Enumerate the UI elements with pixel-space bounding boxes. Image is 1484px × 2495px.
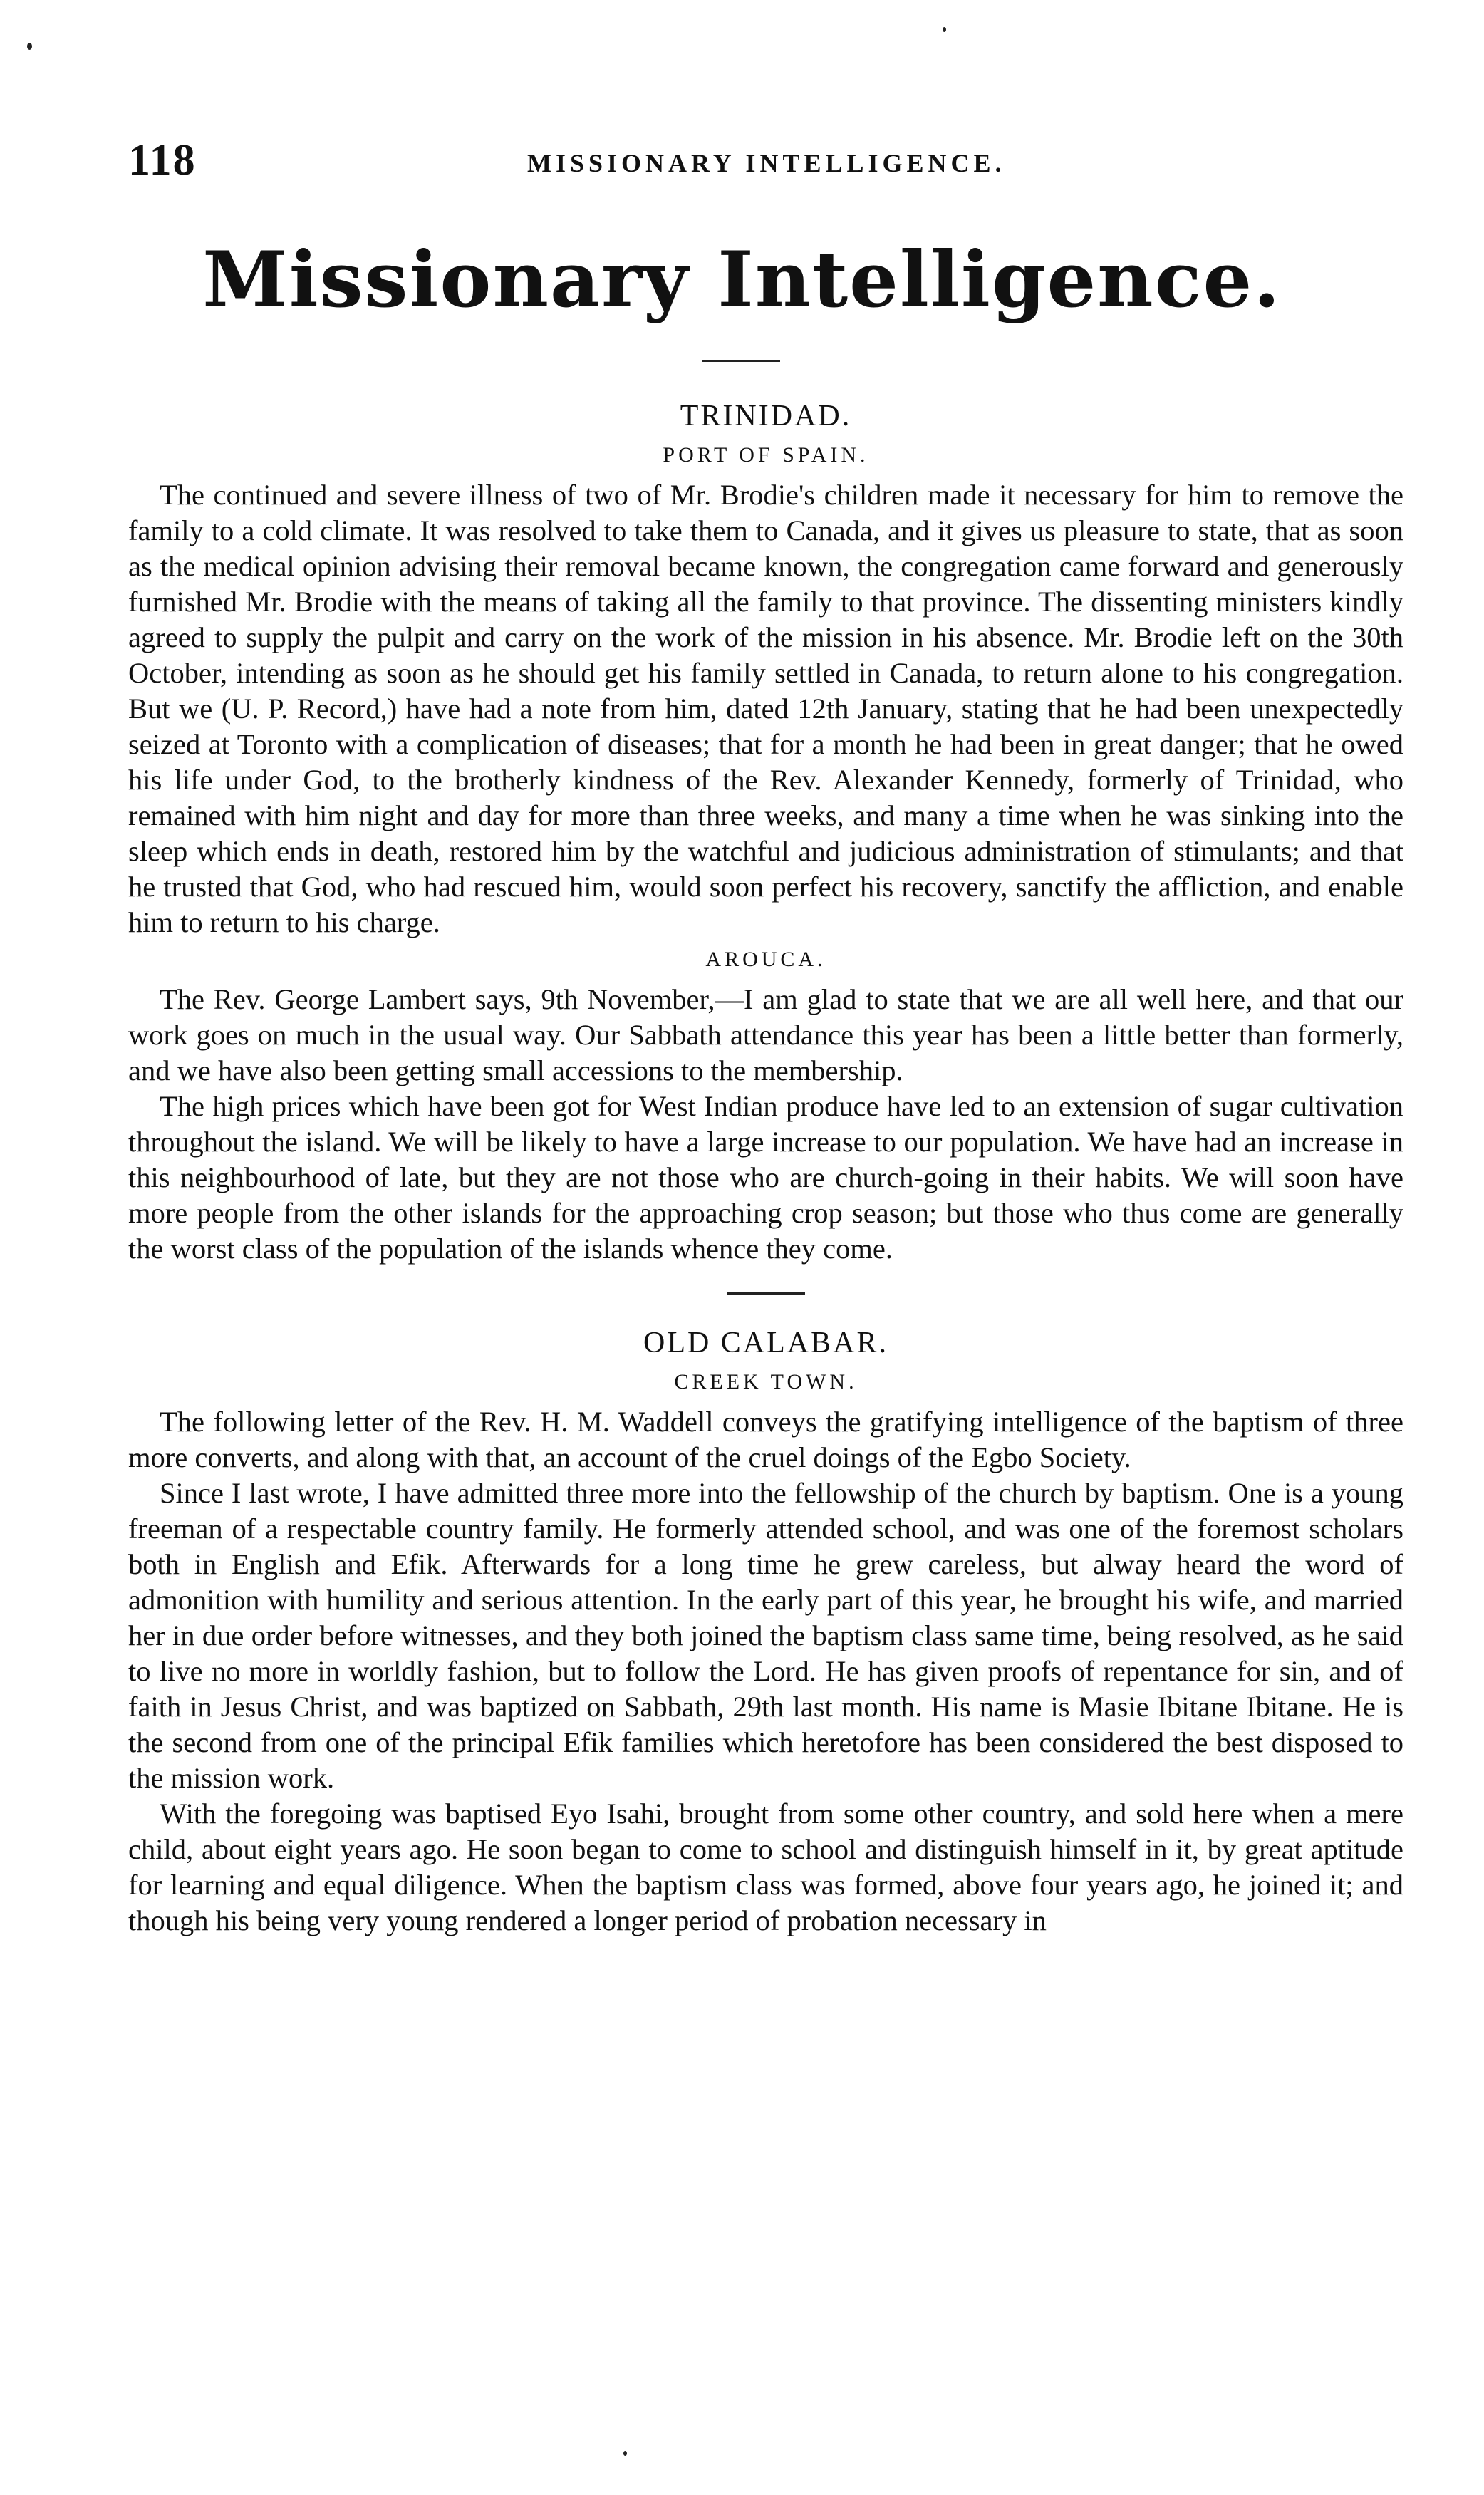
masthead-title: Missionary Intelligence. [202, 235, 1282, 325]
running-head [128, 135, 1403, 192]
print-speck [623, 2451, 627, 2456]
subsection-title: PORT OF SPAIN. [663, 443, 869, 467]
paragraph: Since I last wrote, I have admitted three more into the fellowship of the church by baptism. One is a young freeman of a respectable country family. He formerly attended school, and was one of the foremost scholars both in English and Efik. Afterwards for a long time he grew careless, but alway heard the word of admonition with humility and serious attention. In the early part of this year, he brought his wife, and married her in due order before witnesses, and they both joined the baptism class same time, being resolved, as he said to live no more in worldly fashion, but to follow the Lord. He has given proofs of repentance for sin, and of faith in Jesus Christ, and was baptized on Sabbath, 29th last month. His name is Masie Ibitane Ibitane. He is the second from one of the principal Efik families which heretofore has been considered the best disposed to the mission work. [128, 1477, 1403, 1794]
section-title: OLD CALABAR. [643, 1327, 888, 1359]
section-title: TRINIDAD. [680, 400, 852, 432]
page-number: 118 [128, 136, 197, 185]
section-trinidad [128, 399, 1403, 1267]
masthead-rule [702, 360, 780, 362]
running-title: MISSIONARY INTELLIGENCE. [527, 149, 1006, 177]
subsection-title: CREEK TOWN. [674, 1370, 858, 1394]
print-speck [943, 27, 946, 32]
paragraph: With the foregoing was baptised Eyo Isahi, brought from some other country, and sold here when a mere child, about eight years ago. He soon began to come to school and distinguish himself in it, by great aptitude for learning and equal diligence. When the baptism class was formed, above four years ago, he joined it; and though his being very young rendered a longer period of probation necessary in [128, 1798, 1403, 1936]
paragraph: The continued and severe illness of two of Mr. Brodie's children made it necessary for him to remove the family to a cold climate. It was resolved to take them to Canada, and it gives us pleasure to state, that as soon as the medical opinion advising their removal became known, the congregation came forward and generously furnished Mr. Brodie with the means of taking all the family to that province. The dissenting ministers kindly agreed to supply the pulpit and carry on the work of the mission in his absence. Mr. Brodie left on the 30th October, intending as soon as he should get his family settled in Canada, to return alone to his congregation. But we (U. P. Record,) have had a note from him, dated 12th January, stating that he had been unexpectedly seized at Toronto with a complication of diseases; that for a month he had been in great danger; that he owed his life under God, to the brotherly kindness of the Rev. Alexander Kennedy, formerly of Trinidad, who remained with him night and day for more than three weeks, and many a time when he was sinking into the sleep which ends in death, restored him by the watchful and judicious administration of stimulants; and that he trusted that God, who had rescued him, would soon perfect his recovery, sanctify the affliction, and enable him to return to his charge. [128, 479, 1403, 938]
paragraph: The high prices which have been got for West Indian produce have led to an extension of sugar cultivation throughout the island. We will be likely to have a large increase to our population. We have had an increase in this neighbourhood of late, but they are not those who are church-going in their habits. We will soon have more people from the other islands for the approaching crop season; but those who thus come are generally the worst class of the population of the islands whence they come. [128, 1090, 1403, 1265]
subsection-title: AROUCA. [705, 948, 826, 971]
article-body [128, 399, 1403, 1939]
paragraph: The following letter of the Rev. H. M. Waddell conveys the gratifying intelligence of the baptism of three more converts, and along with that, an account of the cruel doings of the Egbo Society. [128, 1406, 1403, 1473]
section-old-calabar [128, 1326, 1403, 1939]
section-divider [727, 1292, 805, 1295]
paragraph: The Rev. George Lambert says, 9th November,—I am glad to state that we are all well here, and that our work goes on much in the usual way. Our Sabbath attendance this year has been a little better than formerly, and we have also been getting small accessions to the membership. [128, 983, 1403, 1086]
print-speck [27, 43, 32, 50]
